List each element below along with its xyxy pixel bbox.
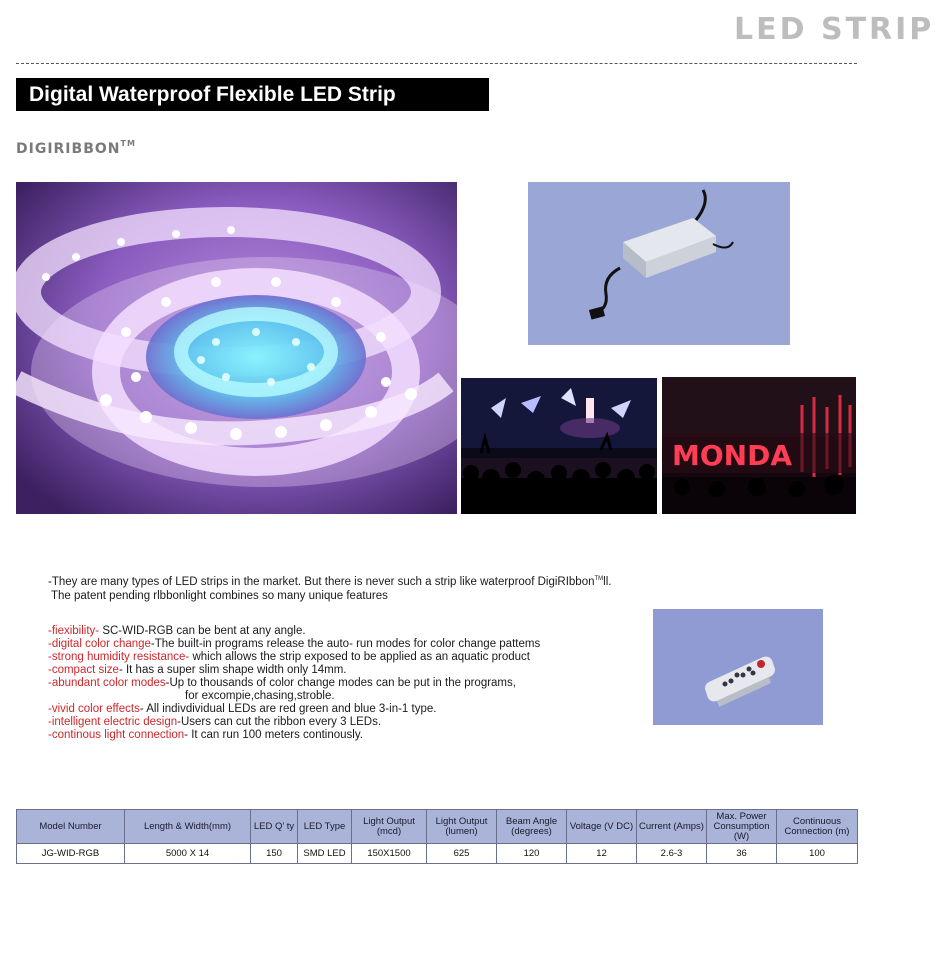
- spec-table: [16, 809, 858, 864]
- table-row: [17, 844, 858, 864]
- feature-item: -abundant color modes-Up to thousands of color change modes can be put in the programs,: [48, 677, 516, 689]
- table-header-row: [17, 810, 858, 844]
- brand-logo: LED STRIP: [734, 12, 935, 47]
- col-header: LED Q’ ty: [251, 810, 298, 844]
- table-cell: 100: [777, 844, 858, 864]
- col-header: Continuous Connection (m): [777, 810, 858, 844]
- table-cell: 36: [707, 844, 777, 864]
- page-title: Digital Waterproof Flexible LED Strip: [16, 78, 489, 111]
- table-cell: 12: [567, 844, 637, 864]
- col-header: Current (Amps): [637, 810, 707, 844]
- col-header: Length & Width(mm): [125, 810, 251, 844]
- feature-item: -strong humidity resistance- which allows the strip exposed to be applied as an aquatic product: [48, 651, 530, 663]
- table-cell: 150: [251, 844, 298, 864]
- intro-text: -They are many types of LED strips in the market. But there is never such a strip like waterproof DigiRIbbon™ll. The patent pending rlbbonlight combines so many unique features: [48, 576, 612, 602]
- table-cell: SMD LED: [298, 844, 352, 864]
- feature-item: -continous light connection- It can run 100 meters continously.: [48, 729, 363, 741]
- controller-box-photo: [528, 182, 790, 345]
- table-cell: 120: [497, 844, 567, 864]
- feature-item: -fiexibility- SC-WID-RGB can be bent at any angle.: [48, 625, 306, 637]
- col-header: Beam Angle (degrees): [497, 810, 567, 844]
- led-strip-coil-photo: [16, 182, 457, 514]
- col-header: Max. Power Consumption (W): [707, 810, 777, 844]
- col-header: Light Output (mcd): [352, 810, 427, 844]
- col-header: Voltage (V DC): [567, 810, 637, 844]
- col-header: Model Number: [17, 810, 125, 844]
- subbrand-logo: DIGIRIBBON™: [16, 139, 136, 157]
- feature-item: -intelligent electric design-Users can cut the ribbon every 3 LEDs.: [48, 716, 382, 728]
- table-cell: 2.6-3: [637, 844, 707, 864]
- table-cell: 625: [427, 844, 497, 864]
- feature-item-continued: for excompie,chasing,stroble.: [185, 690, 335, 702]
- feature-item: -vivid color effects- All indivdividual LEDs are red green and blue 3-in-1 type.: [48, 703, 437, 715]
- col-header: LED Type: [298, 810, 352, 844]
- dashed-divider: [16, 63, 857, 64]
- col-header: Light Output (lumen): [427, 810, 497, 844]
- remote-control-photo: [653, 609, 823, 725]
- table-cell: 5000 X 14: [125, 844, 251, 864]
- table-cell: JG-WID-RGB: [17, 844, 125, 864]
- table-cell: 150X1500: [352, 844, 427, 864]
- feature-list: [48, 625, 648, 742]
- concert-stage-photo: [461, 378, 657, 514]
- led-signage-photo: [662, 377, 856, 514]
- signage-text: MONDA: [672, 439, 793, 472]
- feature-item: -compact size- It has a super slim shape width only 14mm.: [48, 664, 347, 676]
- feature-item: -digital color change-The built-in programs release the auto- run modes for color change pattems: [48, 638, 541, 650]
